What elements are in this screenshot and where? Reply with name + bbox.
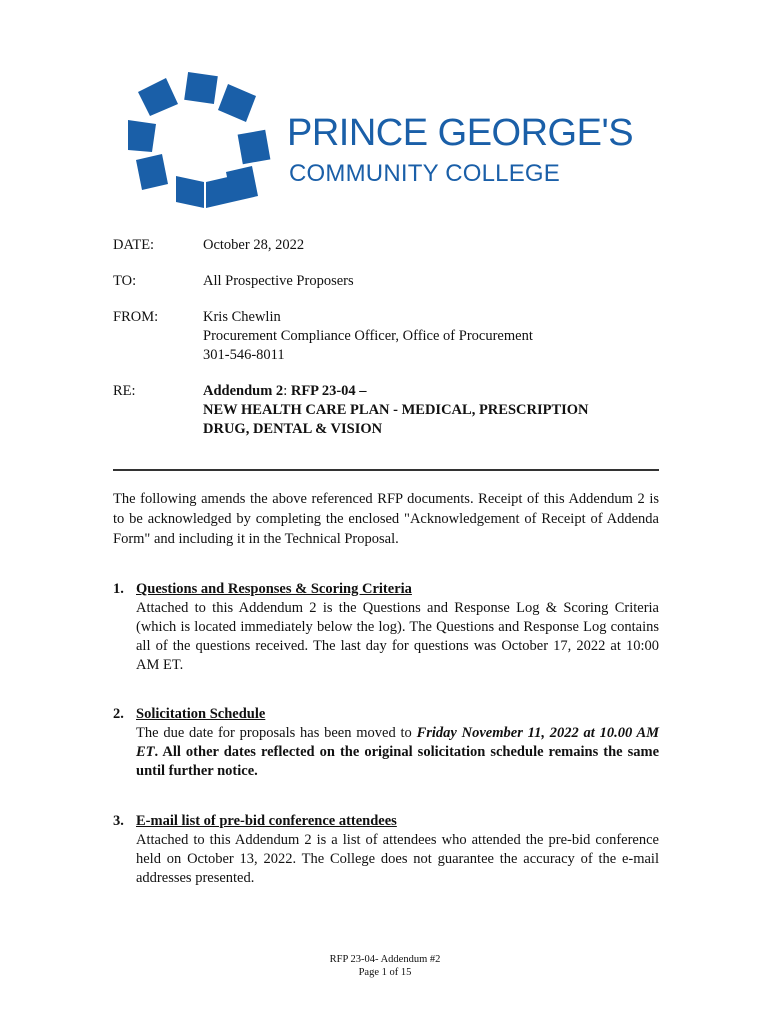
section-3 (113, 812, 659, 888)
college-name-line1: PRINCE GEORGE'S (287, 112, 634, 154)
intro-paragraph: The following amends the above referenced RFP documents. Receipt of this Addendum 2 is to be acknowledged by completing the enclosed "Acknowledgement of Receipt of Addenda Form" and including it in the Technical Proposal. (113, 491, 659, 547)
due-date-emphasis: Friday November 11, 2022 at 10.00 AM ET (136, 725, 660, 760)
section-body (136, 724, 659, 781)
from-label: FROM: (113, 309, 159, 325)
date-label: DATE: (113, 237, 155, 253)
date-row (113, 236, 673, 255)
from-name: Kris Chewlin (203, 309, 281, 325)
to-value: All Prospective Proposers (203, 273, 354, 289)
re-colon: : (283, 383, 291, 399)
re-line2: NEW HEALTH CARE PLAN - MEDICAL, PRESCRIPTION (203, 402, 589, 418)
re-label: RE: (113, 383, 136, 399)
to-row (113, 272, 673, 291)
section-number: 1. (113, 581, 124, 597)
re-rfp: RFP 23-04 – (290, 383, 367, 399)
date-value: October 28, 2022 (203, 237, 305, 253)
page-footer (0, 953, 770, 979)
body-plain: The due date for proposals has been moved to (136, 725, 417, 741)
body-bold: . All other dates reflected on the original solicitation schedule remains the same until further notice. (136, 744, 659, 779)
from-phone: 301-546-8011 (203, 347, 285, 363)
re-row (113, 382, 673, 439)
memo-header (113, 236, 673, 439)
from-row (113, 308, 673, 365)
page-number: Page 1 of 15 (358, 967, 412, 978)
footer-rfp: RFP 23-04- Addendum #2 (329, 954, 441, 965)
section-number: 3. (113, 813, 124, 829)
re-addendum: Addendum 2 (203, 383, 284, 399)
section-number: 2. (113, 706, 124, 722)
re-line3: DRUG, DENTAL & VISION (203, 421, 383, 437)
section-1 (113, 580, 659, 675)
section-body: Attached to this Addendum 2 is a list of attendees who attended the pre-bid conference held on October 13, 2022. The College does not guarantee the accuracy of the e-mail addresses presented. (136, 832, 659, 886)
college-name-line2: COMMUNITY COLLEGE (289, 160, 560, 187)
section-body: Attached to this Addendum 2 is the Questions and Response Log & Scoring Criteria (which is located immediately below the log). The Questions and Response Log contains all of the questions received. The last day for questions was October 17, 2022 at 10:00 AM ET. (136, 600, 659, 673)
section-title: Questions and Responses & Scoring Criteria (136, 581, 412, 597)
divider (113, 469, 659, 471)
to-label: TO: (113, 273, 137, 289)
from-title: Procurement Compliance Officer, Office of Procurement (203, 328, 533, 344)
section-title: Solicitation Schedule (136, 706, 266, 722)
college-logo-icon (128, 70, 278, 210)
section-title: E-mail list of pre-bid conference attendees (136, 813, 397, 829)
section-2 (113, 705, 659, 781)
